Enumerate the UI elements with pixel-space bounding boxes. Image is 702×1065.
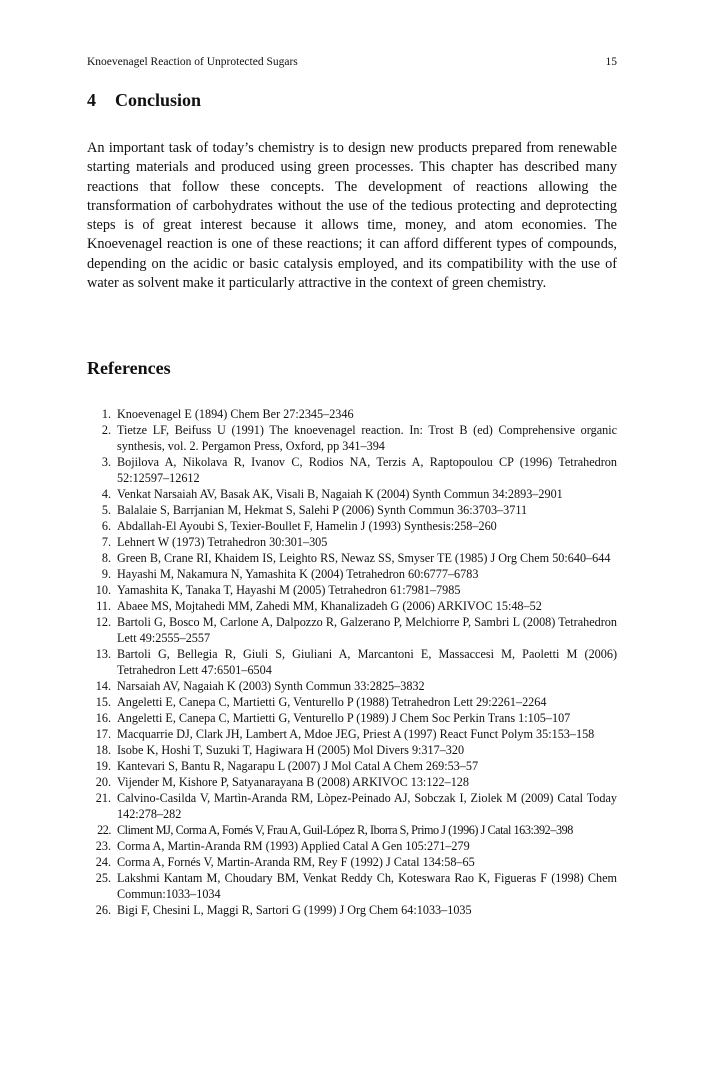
reference-number: 3. <box>101 455 111 469</box>
reference-number: 1. <box>101 407 111 421</box>
reference-item <box>87 550 617 566</box>
reference-number: 14. <box>95 679 111 693</box>
reference-item <box>87 518 617 534</box>
reference-text: Tietze LF, Beifuss U (1991) The knoevenagel reaction. In: Trost B (ed) Comprehensive organic synthesis, vol. 2. Pergamon Press, Oxford, pp 341–394 <box>117 423 617 453</box>
reference-text: Hayashi M, Nakamura N, Yamashita K (2004) Tetrahedron 60:6777–6783 <box>117 567 479 581</box>
reference-number: 18. <box>95 743 111 757</box>
reference-number: 5. <box>101 503 111 517</box>
reference-number: 23. <box>95 839 111 853</box>
reference-number: 12. <box>95 615 111 629</box>
section-title: Conclusion <box>115 90 202 110</box>
reference-item <box>87 534 617 550</box>
reference-number: 25. <box>95 871 111 885</box>
reference-text: Bigi F, Chesini L, Maggi R, Sartori G (1999) J Org Chem 64:1033–1035 <box>117 903 472 917</box>
reference-text: Lehnert W (1973) Tetrahedron 30:301–305 <box>117 535 328 549</box>
reference-number: 16. <box>95 711 111 725</box>
reference-text: Climent MJ, Corma A, Fornés V, Frau A, Guil-López R, Iborra S, Primo J (1996) J Catal 163:392–398 <box>117 823 573 837</box>
reference-number: 2. <box>101 423 111 437</box>
running-title: Knoevenagel Reaction of Unprotected Sugars <box>87 56 298 68</box>
references-heading: References <box>87 358 171 378</box>
reference-item <box>87 454 617 486</box>
reference-list <box>87 406 617 918</box>
reference-text: Green B, Crane RI, Khaidem IS, Leighto RS, Newaz SS, Smyser TE (1985) J Org Chem 50:640–644 <box>117 551 611 565</box>
reference-text: Corma A, Fornés V, Martin-Aranda RM, Rey F (1992) J Catal 134:58–65 <box>117 855 475 869</box>
reference-text: Lakshmi Kantam M, Choudary BM, Venkat Reddy Ch, Koteswara Rao K, Figueras F (1998) Chem Commun:1033–1034 <box>117 871 617 901</box>
reference-item <box>87 870 617 902</box>
section-number: 4 <box>87 90 96 110</box>
reference-number: 7. <box>101 535 111 549</box>
reference-text: Knoevenagel E (1894) Chem Ber 27:2345–2346 <box>117 407 354 421</box>
conclusion-paragraph: An important task of today’s chemistry is to design new products prepared from renewable starting materials and produced using green processes. This chapter has described many reactions that follow these concepts. The development of reactions allowing the transformation of carbohydrates without the use of the tedious protecting and deprotecting steps is of great interest because it allows time, money, and atom economies. The Knoevenagel reaction is one of these reactions; it can afford different types of compounds, depending on the acidic or basic catalysis employed, and its compatibility with the use of water as solvent make it particularly attractive in the context of green chemistry. <box>87 140 617 292</box>
reference-text: Balalaie S, Barrjanian M, Hekmat S, Salehi P (2006) Synth Commun 36:3703–3711 <box>117 503 528 517</box>
reference-item <box>87 742 617 758</box>
reference-text: Isobe K, Hoshi T, Suzuki T, Hagiwara H (2005) Mol Divers 9:317–320 <box>117 743 465 757</box>
reference-text: Corma A, Martin-Aranda RM (1993) Applied Catal A Gen 105:271–279 <box>117 839 470 853</box>
reference-item <box>87 710 617 726</box>
reference-text: Angeletti E, Canepa C, Martietti G, Venturello P (1989) J Chem Soc Perkin Trans 1:105–107 <box>117 711 571 725</box>
page-number: 15 <box>605 56 617 68</box>
reference-item <box>87 406 617 422</box>
reference-item <box>87 694 617 710</box>
section-heading <box>87 90 201 111</box>
reference-text: Bartoli G, Bosco M, Carlone A, Dalpozzo R, Galzerano P, Melchiorre P, Sambri L (2008) Tetrahedron Lett 49:2555–2557 <box>117 615 617 645</box>
running-header <box>87 56 617 72</box>
reference-text: Abaee MS, Mojtahedi MM, Zahedi MM, Khanalizadeh G (2006) ARKIVOC 15:48–52 <box>117 599 542 613</box>
reference-item <box>87 822 617 838</box>
reference-number: 26. <box>95 903 111 917</box>
reference-item <box>87 646 617 678</box>
reference-item <box>87 678 617 694</box>
reference-text: Vijender M, Kishore P, Satyanarayana B (2008) ARKIVOC 13:122–128 <box>117 775 469 789</box>
reference-item <box>87 790 617 822</box>
reference-item <box>87 758 617 774</box>
reference-number: 21. <box>95 791 111 805</box>
reference-text: Calvino-Casilda V, Martìn-Aranda RM, Lòpez-Peinado AJ, Sobczak I, Ziolek M (2009) Catal Today 142:278–282 <box>117 791 617 821</box>
reference-item <box>87 902 617 918</box>
reference-item <box>87 726 617 742</box>
reference-text: Kantevari S, Bantu R, Nagarapu L (2007) J Mol Catal A Chem 269:53–57 <box>117 759 479 773</box>
reference-item <box>87 838 617 854</box>
reference-item <box>87 614 617 646</box>
reference-text: Macquarrie DJ, Clark JH, Lambert A, Mdoe JEG, Priest A (1997) React Funct Polym 35:153–158 <box>117 727 595 741</box>
reference-text: Bartoli G, Bellegia R, Giuli S, Giuliani A, Marcantoni E, Massaccesi M, Paoletti M (2006) Tetrahedron Lett 47:6501–6504 <box>117 647 617 677</box>
reference-text: Yamashita K, Tanaka T, Hayashi M (2005) Tetrahedron 61:7981–7985 <box>117 583 461 597</box>
reference-number: 13. <box>95 647 111 661</box>
reference-item <box>87 566 617 582</box>
reference-item <box>87 582 617 598</box>
reference-number: 15. <box>95 695 111 709</box>
reference-text: Bojilova A, Nikolava R, Ivanov C, Rodios NA, Terzis A, Raptopoulou CP (1996) Tetrahedron 52:12597–12612 <box>117 455 617 485</box>
reference-item <box>87 502 617 518</box>
reference-item <box>87 774 617 790</box>
reference-number: 20. <box>95 775 111 789</box>
reference-number: 22. <box>97 823 111 837</box>
reference-number: 4. <box>101 487 111 501</box>
reference-item <box>87 422 617 454</box>
reference-number: 6. <box>101 519 111 533</box>
reference-number: 11. <box>96 599 111 613</box>
reference-text: Narsaiah AV, Nagaiah K (2003) Synth Commun 33:2825–3832 <box>117 679 425 693</box>
reference-number: 10. <box>95 583 111 597</box>
reference-item <box>87 598 617 614</box>
reference-item <box>87 486 617 502</box>
reference-text: Venkat Narsaiah AV, Basak AK, Visali B, Nagaiah K (2004) Synth Commun 34:2893–2901 <box>117 487 563 501</box>
reference-item <box>87 854 617 870</box>
reference-number: 19. <box>95 759 111 773</box>
reference-number: 9. <box>101 567 111 581</box>
reference-number: 24. <box>95 855 111 869</box>
reference-text: Angeletti E, Canepa C, Martietti G, Venturello P (1988) Tetrahedron Lett 29:2261–2264 <box>117 695 547 709</box>
reference-number: 17. <box>95 727 111 741</box>
reference-number: 8. <box>101 551 111 565</box>
reference-text: Abdallah-El Ayoubi S, Texier-Boullet F, Hamelin J (1993) Synthesis:258–260 <box>117 519 497 533</box>
